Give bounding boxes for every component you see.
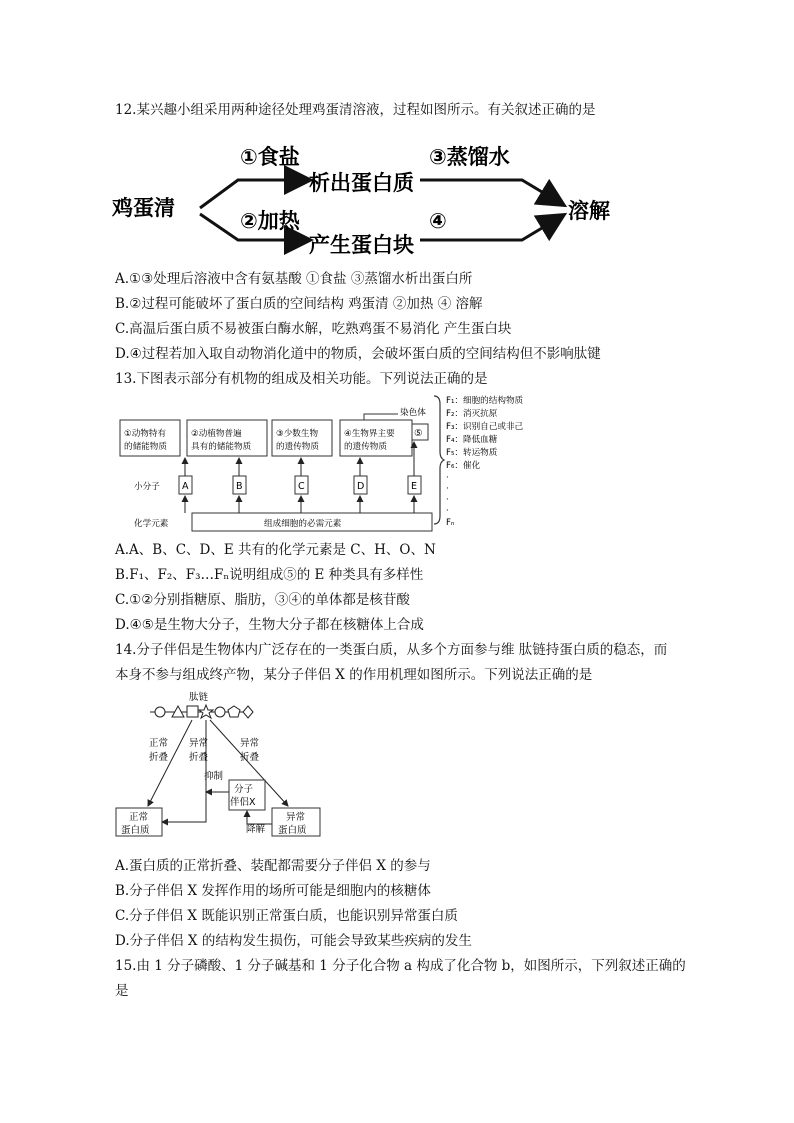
- q14-arrow-normal-fold: [148, 720, 192, 806]
- q14-stem-line2: 本身不参与组成终产物，某分子伴侣 X 的作用机理如图所示。下列说法正确的是: [115, 667, 593, 683]
- q12-egg-white: 鸡蛋清: [112, 196, 175, 220]
- q14-abnormal-fold-right-line1: 异常: [240, 738, 260, 749]
- q13-box-2-line2: 具有的储能物质: [191, 442, 252, 452]
- q13-function-n: Fₙ: [446, 518, 455, 528]
- q12-option-b: B.②过程可能破坏了蛋白质的空间结构 鸡蛋清 ②加热 ④ 溶解: [115, 296, 483, 312]
- q13-function-3: F₃：识别自己或非己: [446, 422, 524, 432]
- q15-stem-line1: 15.由 1 分子磷酸、1 分子碱基和 1 分子化合物 a 构成了化合物 b，如图所示，下列叙述正确的: [115, 958, 686, 974]
- q13-dot-2: ·: [446, 484, 449, 494]
- q13-dot-4: ·: [446, 506, 449, 516]
- q14-degrade-label: 降解: [246, 824, 266, 835]
- q12-arrow-upper-left: [200, 180, 308, 208]
- q13-option-c: C.①②分别指糖原、脂肪，③④的单体都是核苷酸: [115, 592, 410, 608]
- q14-abnormal-fold-right-line2: 折叠: [240, 752, 260, 763]
- q13-letter-c: C: [298, 481, 305, 492]
- q14-chain-circle-2: [215, 707, 225, 717]
- q14-abnormal-protein-line2: 蛋白质: [278, 825, 307, 836]
- q13-dot-1: ·: [446, 473, 449, 483]
- q14-refold-path: [162, 808, 206, 822]
- q12-option-a: A.①③处理后溶液中含有氨基酸 ①食盐 ③蒸馏水析出蛋白所: [115, 271, 473, 287]
- q12-dissolve: 溶解: [568, 199, 610, 223]
- q12-label-4: ④: [429, 209, 447, 233]
- q12-label-heat: ②加热: [240, 209, 300, 233]
- q14-normal-fold-line2: 折叠: [149, 752, 169, 763]
- q14-figure: [112, 688, 344, 840]
- q14-stem-line1: 14.分子伴侣是生物体内广泛存在的一类蛋白质，从多个方面参与维 肽链持蛋白质的稳态，而: [115, 642, 668, 658]
- q12-arrow-upper-right: [420, 180, 562, 204]
- q13-circle-5: ⑤: [414, 428, 423, 439]
- q13-chromosome-link: [364, 414, 398, 420]
- q13-box-3-line2: 的遗传物质: [276, 442, 319, 452]
- q13-box-2-line1: ②动植物普遍: [191, 429, 242, 439]
- q14-normal-fold-line1: 正常: [149, 738, 169, 749]
- q13-small-molecule-label: 小分子: [134, 482, 160, 492]
- q14-chain-star: [199, 705, 213, 718]
- q12-label-water: ③蒸馏水: [429, 145, 510, 169]
- q14-option-d: D.分子伴侣 X 的结构发生损伤，可能会导致某些疾病的发生: [115, 933, 472, 949]
- q14-chaperone-line1: 分子: [234, 784, 254, 795]
- q14-chain-pentagon: [228, 706, 240, 717]
- q14-option-a: A.蛋白质的正常折叠、装配都需要分子伴侣 X 的参与: [115, 858, 431, 874]
- q13-letter-a: A: [182, 481, 189, 492]
- q14-chain-circle-1: [155, 707, 165, 717]
- q14-abnormal-fold-mid-line1: 异常: [189, 738, 209, 749]
- q14-peptide-label: 肽链: [189, 692, 209, 703]
- q13-letter-d: D: [357, 481, 365, 492]
- q12-stem: 12.某兴趣小组采用两种途径处理鸡蛋清溶液，过程如图所示。有关叙述正确的是: [115, 102, 596, 118]
- q13-function-2: F₂：消灭抗原: [446, 409, 498, 419]
- q13-box-4-line2: 的遗传物质: [344, 442, 387, 452]
- q12-precipitate: 析出蛋白质: [309, 171, 414, 195]
- q13-elements-box-text: 组成细胞的必需元素: [264, 519, 342, 529]
- q13-function-4: F₄：降低血糖: [446, 435, 498, 445]
- q14-option-c: C.分子伴侣 X 既能识别正常蛋白质，也能识别异常蛋白质: [115, 908, 458, 924]
- q14-option-b: B.分子伴侣 X 发挥作用的场所可能是细胞内的核糖体: [115, 883, 431, 899]
- q15-stem-line2: 是: [115, 983, 129, 999]
- q13-dot-3: ·: [446, 495, 449, 505]
- q13-option-d: D.④⑤是生物大分子，生物大分子都在核糖体上合成: [115, 617, 424, 633]
- q14-chain-diamond: [243, 706, 253, 718]
- q13-option-a: A.A、B、C、D、E 共有的化学元素是 C、H、O、N: [115, 542, 436, 558]
- q13-stem: 13.下图表示部分有机物的组成及相关功能。下列说法正确的是: [115, 371, 488, 387]
- q13-box-3-line1: ③少数生物: [276, 429, 319, 439]
- q13-box-1-line1: ①动物特有: [124, 429, 167, 439]
- q13-brace: [434, 396, 444, 524]
- q12-option-c: C.高温后蛋白质不易被蛋白酶水解，吃熟鸡蛋不易消化 产生蛋白块: [115, 321, 512, 337]
- q14-normal-protein-line1: 正常: [129, 812, 149, 823]
- q14-degrade-path: [247, 811, 272, 824]
- q13-letter-b: B: [236, 481, 243, 492]
- q13-option-b: B.F₁、F₂、F₃…Fₙ说明组成⑤的 E 种类具有多样性: [115, 567, 424, 583]
- q13-box-4-line1: ④生物界主要: [344, 429, 395, 439]
- q13-chem-elements-label: 化学元素: [134, 519, 169, 529]
- q13-function-1: F₁：细胞的结构物质: [446, 396, 524, 406]
- q14-inhibit-label: 抑制: [204, 771, 224, 782]
- q14-abnormal-fold-mid-line2: 折叠: [189, 752, 209, 763]
- q12-option-d: D.④过程若加入取自动物消化道中的物质，会破坏蛋白质的空间结构但不影响肽键: [115, 346, 601, 362]
- q13-box-1-line2: 的储能物质: [124, 442, 167, 452]
- q13-function-6: F₆：催化: [446, 461, 481, 471]
- q14-normal-protein-line2: 蛋白质: [121, 825, 150, 836]
- q12-label-salt: ①食盐: [240, 145, 300, 169]
- q14-chain-square: [187, 706, 198, 717]
- q13-chromosome: 染色体: [400, 408, 426, 418]
- q14-abnormal-protein-line1: 异常: [286, 812, 306, 823]
- q12-coagulate: 产生蛋白块: [309, 233, 414, 257]
- q12-figure: [112, 134, 632, 260]
- q13-figure: [112, 392, 542, 540]
- q14-chaperone-line2: 伴侣X: [230, 797, 256, 808]
- q13-function-5: F₅：转运物质: [446, 448, 498, 458]
- q13-letter-e: E: [411, 481, 418, 492]
